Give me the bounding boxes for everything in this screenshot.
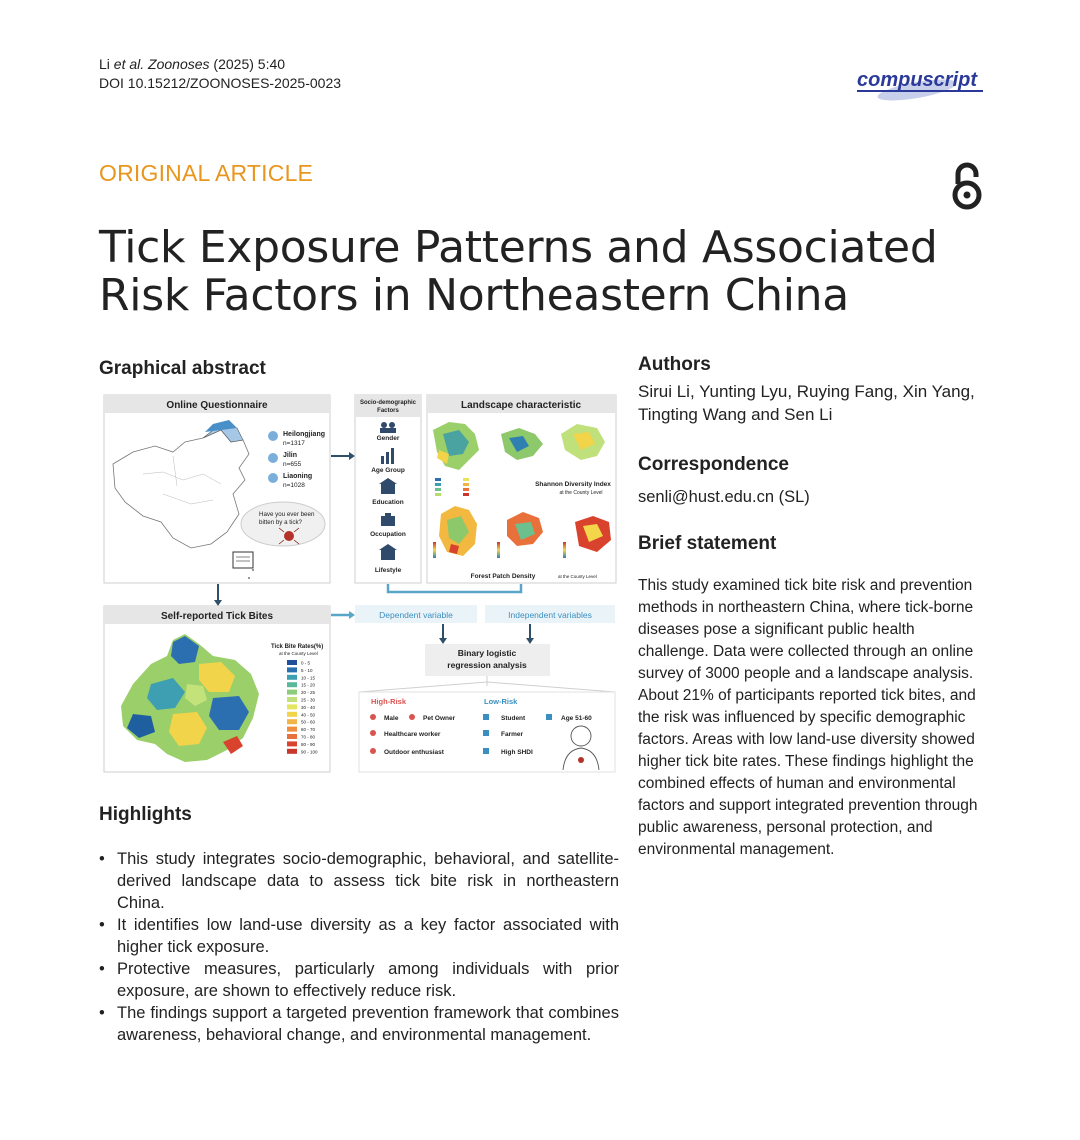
correspondence-heading: Correspondence [638, 454, 789, 475]
province-name: Heilongjiang [283, 431, 325, 438]
citation-journal: Zoonoses [144, 56, 210, 72]
rate-legend-swatch [287, 675, 297, 680]
highlight-item: • This study integrates socio-demographic, behavioral, and satellite-derived landscape data to assess tick bite risk in northeastern China. [99, 848, 619, 914]
rate-legend-swatch [287, 697, 297, 702]
rate-sub: at the County Level [279, 651, 318, 656]
rate-legend-label: 15 - 20 [301, 682, 316, 688]
landscape-title: Landscape characteristic [460, 400, 582, 411]
rate-legend-swatch [287, 727, 297, 732]
province-count: n=1317 [283, 440, 305, 447]
authors-list: Sirui Li, Yunting Lyu, Ruying Fang, Xin Yang, Tingting Wang and Sen Li [638, 382, 975, 424]
highlights-heading: Highlights [99, 804, 192, 825]
correspondence-email[interactable]: senli@hust.edu.cn (SL) [638, 488, 810, 506]
rate-legend-label: 0 - 5 [301, 660, 311, 666]
self-reported-title: Self-reported Tick Bites [160, 611, 274, 622]
brief-statement-heading: Brief statement [638, 533, 777, 554]
rate-legend-label: 90 - 100 [301, 749, 318, 755]
low-risk-item: High SHDI [501, 749, 533, 756]
high-risk-item: Healthcare worker [384, 731, 441, 738]
article-title: Tick Exposure Patterns and Associated Risk Factors in Northeastern China [99, 222, 938, 321]
socio-item: Age Group [371, 467, 405, 474]
rate-legend-label: 40 - 50 [301, 712, 316, 718]
doi[interactable]: DOI 10.15212/ZOONOSES-2025-0023 [99, 75, 342, 91]
high-risk-label: High-Risk [371, 697, 407, 706]
citation-authors: Li [99, 56, 114, 72]
regression-label-2: regression analysis [447, 660, 527, 670]
highlight-item: • Protective measures, particularly among individuals with prior exposure, are shown to effectively reduce risk. [99, 958, 619, 1002]
rate-title: Tick Bite Rates(%) [271, 644, 324, 650]
socio-item: Gender [376, 435, 400, 442]
section-label: ORIGINAL ARTICLE [99, 160, 314, 186]
highlight-item: • It identifies low land-use diversity as a key factor associated with higher tick exposure. [99, 914, 619, 958]
citation-volume: (2025) 5:40 [209, 56, 286, 72]
bubble-question-2: bitten by a tick? [259, 519, 302, 526]
questionnaire-title: Online Questionnaire [166, 400, 268, 411]
brief-statement-text: This study examined tick bite risk and prevention methods in northeastern China, where tick-borne diseases pose a significant public health challenge. Data were collected through an online survey of 3000 people and a landscape analysis. About 21% of participants reported tick bites, and the risk was influenced by specific demographic factors. Areas with low land-use diversity showed higher tick bite rates. These findings highlight the combined effects of human and environmental factors and support integrated prevention through public awareness, personal protection, and environmental management. [638, 577, 978, 858]
citation-line [99, 55, 341, 74]
shannon-sub: at the County Level [559, 490, 603, 496]
dependent-label: Dependent variable [379, 610, 453, 620]
socio-item: Occupation [370, 531, 406, 538]
citation [99, 55, 341, 93]
authors-heading: Authors [638, 354, 711, 375]
rate-legend-swatch [287, 682, 297, 687]
highlights-list [99, 848, 619, 1046]
high-risk-item: Pet Owner [423, 715, 456, 722]
independent-label: Independent variables [508, 610, 592, 620]
forest-sub: at the County Level [558, 574, 597, 579]
low-risk-item: Farmer [501, 731, 524, 738]
open-access-icon [948, 160, 986, 212]
province-name: Jilin [283, 452, 298, 459]
citation-etal: et al. [113, 56, 145, 72]
logo-text: compuscript [857, 69, 978, 91]
socio-title-1: Socio-demographic [359, 400, 417, 406]
socio-item: Lifestyle [374, 567, 402, 574]
highlight-item: • The findings support a targeted prevention framework that combines awareness, behavioral change, and environmental management. [99, 1002, 619, 1046]
rate-legend-label: 80 - 90 [301, 741, 316, 747]
socio-title-2: Factors [377, 408, 399, 414]
rate-legend-label: 50 - 60 [301, 719, 316, 725]
graphical-abstract-heading: Graphical abstract [99, 358, 266, 379]
bubble-question-1: Have you ever been [259, 511, 315, 518]
rate-legend-swatch [287, 712, 297, 717]
province-count: n=655 [283, 461, 302, 468]
survey-icon [233, 552, 253, 568]
rate-legend-swatch [287, 734, 297, 739]
rate-legend-swatch [287, 749, 297, 754]
rate-legend-label: 5 - 10 [301, 667, 313, 673]
rate-legend-swatch [287, 741, 297, 746]
low-risk-label: Low-Risk [484, 697, 518, 706]
tick-icon [284, 531, 294, 541]
rate-legend-swatch [287, 667, 297, 672]
high-risk-item: Outdoor enthusiast [384, 749, 444, 756]
rate-legend-swatch [287, 660, 297, 665]
high-risk-item: Male [384, 715, 399, 722]
rate-legend-label: 60 - 70 [301, 727, 316, 733]
regression-label-1: Binary logistic [457, 648, 517, 658]
shannon-label: Shannon Diversity Index [535, 481, 611, 488]
rate-legend-label: 25 - 30 [301, 697, 316, 703]
low-risk-item: Age 51-60 [561, 715, 592, 722]
province-count: n=1028 [283, 482, 305, 489]
rate-legend-label: 70 - 80 [301, 734, 316, 740]
graphical-abstract-figure [103, 394, 617, 774]
rate-legend-label: 20 - 25 [301, 690, 316, 696]
low-risk-item: Student [501, 715, 526, 722]
forest-label: Forest Patch Density [470, 573, 536, 580]
rate-legend-swatch [287, 719, 297, 724]
rate-legend-label: 30 - 40 [301, 704, 316, 710]
rate-legend-label: 10 - 15 [301, 675, 316, 681]
socio-item: Education [372, 499, 404, 506]
compuscript-logo[interactable] [855, 62, 985, 102]
rate-legend-swatch [287, 690, 297, 695]
rate-legend-swatch [287, 704, 297, 709]
province-name: Liaoning [283, 473, 313, 480]
